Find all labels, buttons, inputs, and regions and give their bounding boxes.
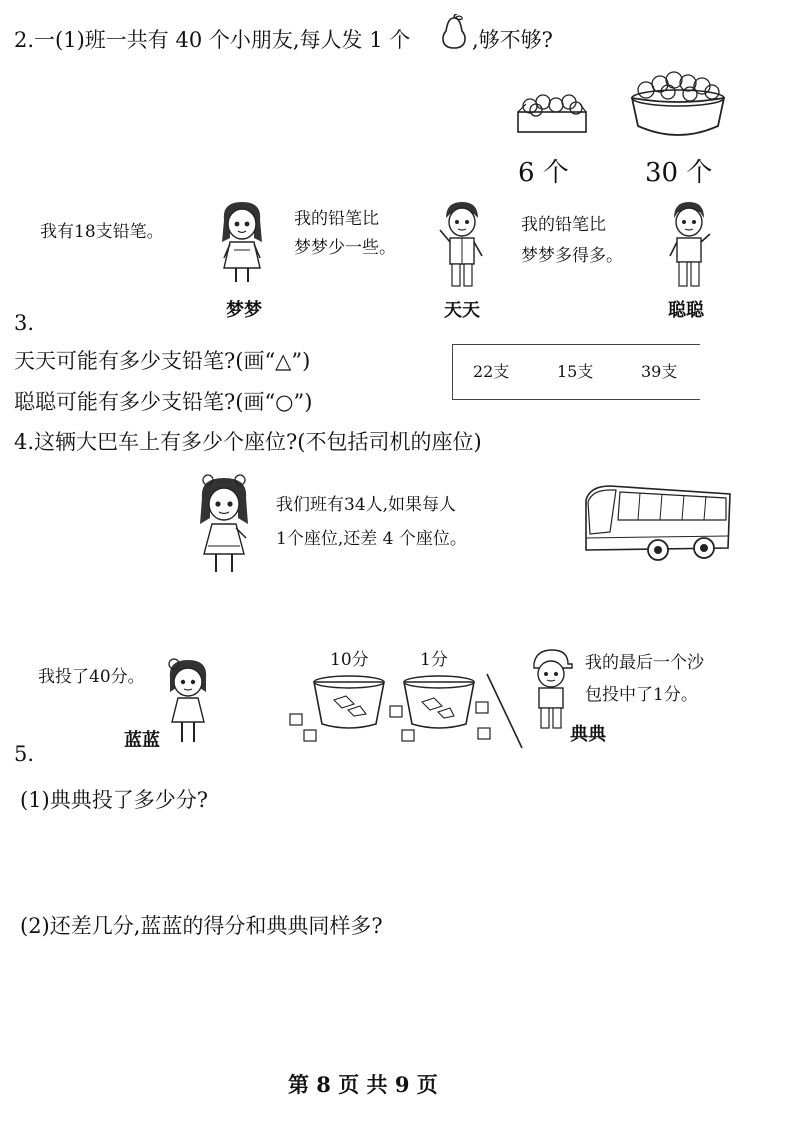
q4-bubble-line1: 我们班有34人,如果每人 bbox=[276, 495, 457, 515]
q5-sub1: (1)典典投了多少分? bbox=[20, 788, 209, 812]
option-22[interactable]: 22支 bbox=[473, 362, 510, 381]
boy-diandian-icon bbox=[526, 646, 576, 732]
tiantian-bubble-line2: 梦梦少一些。 bbox=[294, 238, 396, 258]
mengmeng-bubble: 我有18支铅笔。 bbox=[40, 222, 164, 242]
sandbag-bowl-icon bbox=[282, 672, 532, 752]
bowl-10-label: 10分 bbox=[330, 650, 369, 670]
pear-bowl-large-icon bbox=[628, 66, 728, 144]
bus-icon bbox=[580, 480, 736, 566]
congcong-bubble-line2: 梦梦多得多。 bbox=[521, 246, 623, 266]
q2-text-before: 2.一(1)班一共有 40 个小朋友,每人发 1 个 bbox=[14, 28, 411, 52]
bowl-1-label: 1分 bbox=[420, 650, 448, 670]
page-number: 第 8 页 共 9 页 bbox=[288, 1072, 438, 1097]
tiantian-bubble-line1: 我的铅笔比 bbox=[294, 209, 379, 229]
large-bowl-label: 30 个 bbox=[645, 158, 713, 188]
q3-number: 3. bbox=[14, 311, 35, 335]
girl-lanlan-icon bbox=[162, 656, 214, 748]
congcong-bubble-line1: 我的铅笔比 bbox=[521, 215, 606, 235]
girl-classmate-icon bbox=[194, 474, 254, 578]
lanlan-bubble: 我投了40分。 bbox=[38, 667, 145, 687]
name-tiantian: 天天 bbox=[444, 300, 480, 321]
boy-tiantian-icon bbox=[434, 200, 490, 292]
pencil-options-box bbox=[452, 344, 700, 400]
name-lanlan: 蓝蓝 bbox=[124, 730, 160, 751]
small-box-label: 6 个 bbox=[518, 158, 569, 188]
q2-text-after: ,够不够? bbox=[472, 28, 553, 52]
q5-sub2: (2)还差几分,蓝蓝的得分和典典同样多? bbox=[20, 914, 383, 938]
name-diandian: 典典 bbox=[570, 724, 606, 745]
boy-congcong-icon bbox=[664, 200, 714, 292]
option-39[interactable]: 39支 bbox=[641, 362, 678, 381]
q4-title: 4.这辆大巴车上有多少个座位?(不包括司机的座位) bbox=[14, 430, 482, 454]
diandian-bubble-line1: 我的最后一个沙 bbox=[585, 653, 704, 673]
name-mengmeng: 梦梦 bbox=[226, 300, 262, 321]
option-15[interactable]: 15支 bbox=[557, 362, 594, 381]
name-congcong: 聪聪 bbox=[668, 300, 704, 321]
q4-bubble-line2: 1个座位,还差 4 个座位。 bbox=[276, 529, 467, 549]
pear-icon bbox=[437, 14, 471, 50]
diandian-bubble-line2: 包投中了1分。 bbox=[585, 685, 698, 705]
girl-mengmeng-icon bbox=[216, 198, 268, 288]
question-congcong: 聪聪可能有多少支铅笔?(画“○”) bbox=[14, 390, 313, 414]
question-tiantian: 天天可能有多少支铅笔?(画“△”) bbox=[14, 349, 311, 373]
pear-box-small-icon bbox=[516, 88, 588, 136]
q5-number: 5. bbox=[14, 742, 35, 766]
